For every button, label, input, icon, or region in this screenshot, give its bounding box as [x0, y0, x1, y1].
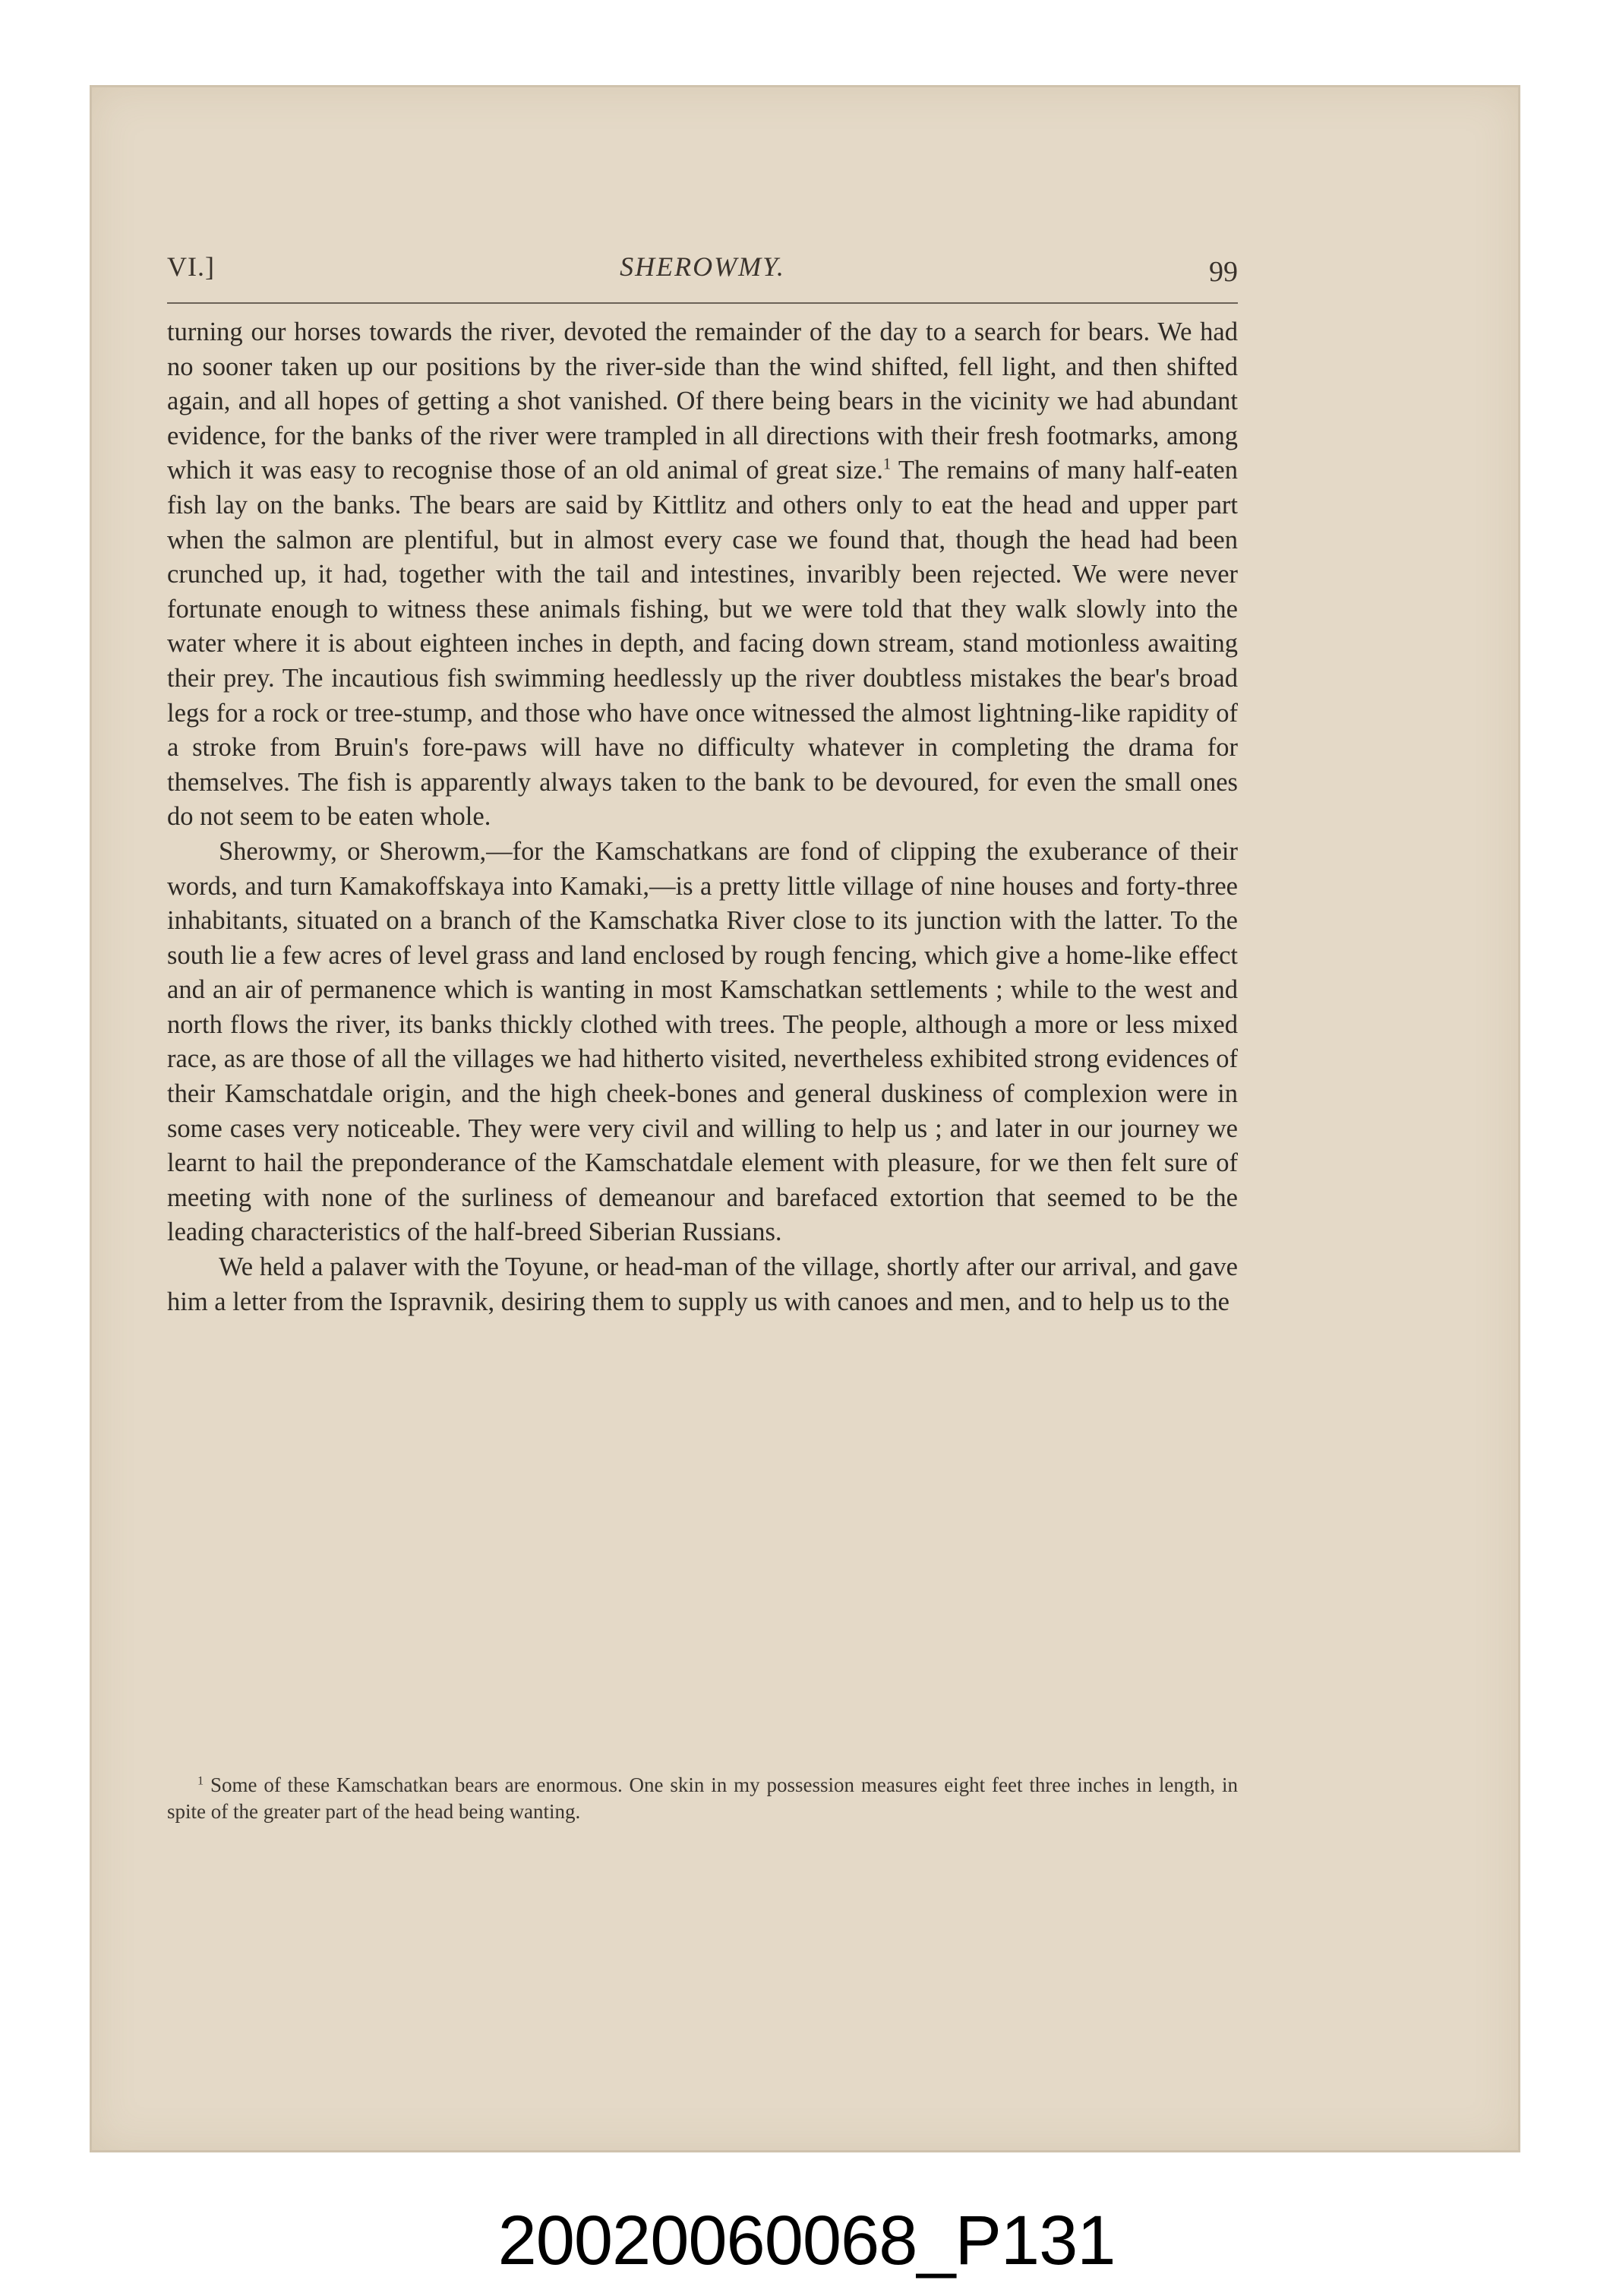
paragraph-1 [167, 315, 1238, 835]
scan-identifier-caption: 20020060068_P131 [497, 2202, 1116, 2279]
footnote [167, 1772, 1238, 1825]
header-rule [167, 302, 1238, 304]
running-header [167, 251, 1238, 287]
paragraph-1-text-b: The remains of many half-eaten fish lay on the banks. The bears are said by Kittlitz and others only to eat the head and upper part when the salmon are plentiful, but in almost every case we found that, though the head had been crunched up, it had, together with the tail and intestines, invaribly been rejected. We were never fortunate enough to witness these animals fishing, but we were told that they walk slowly into the water where it is about eighteen inches in depth, and facing down stream, stand motionless awaiting their prey. The incautious fish swimming heedlessly up the river doubtless mistakes the bear's broad legs for a rock or tree-stump, and those who have once witnessed the almost lightning-like rapidity of a stroke from Bruin's fore-paws will have no difficulty whatever in completing the drama for themselves. The fish is apparently always taken to the bank to be devoured, for even the small ones do not seem to be eaten whole. [167, 456, 1238, 832]
footnote-mark: 1 [197, 1773, 204, 1788]
paragraph-2: Sherowmy, or Sherowm,—for the Kamschatkans are fond of clipping the exuberance of their words, and turn Kamakoffskaya into Kamaki,—is a pretty little village of nine houses and forty-three inhabitants, situated on a branch of the Kamschatka River close to its junction with the latter. To the south lie a few acres of level grass and land enclosed by rough fencing, which give a home-like effect and an air of permanence which is wanting in most Kamschatkan settlements ; while to the west and north flows the river, its banks thickly clothed with trees. The people, although a more or less mixed race, as are those of all the villages we had hitherto visited, nevertheless exhibited strong evidences of their Kamschatdale origin, and the high cheek-bones and general duskiness of complexion were in some cases very noticeable. They were very civil and willing to help us ; and later in our journey we learnt to hail the preponderance of the Kamschatdale element with pleasure, for we then felt sure of meeting with none of the surliness of demeanour and barefaced extortion that seemed to be the leading characteristics of the half-breed Siberian Russians. [167, 836, 1238, 1247]
body-text [167, 315, 1238, 1319]
footnote-text: Some of these Kamschatkan bears are enormous. One skin in my possession measures eight feet three inches in length, in spite of the greater part of the head being wanting. [167, 1773, 1238, 1823]
chapter-number: VI.] [167, 251, 215, 282]
footnote-reference: 1 [882, 456, 892, 473]
paragraph-1-text-a: turning our horses towards the river, devoted the remainder of the day to a search for bears. We had no sooner taken up our positions by the river-side than the wind shifted, fell light, and then shifted again, and all hopes of getting a shot vanished. Of there being bears in the vicinity we had abundant evidence, for the banks of the river were trampled in all directions with their fresh footmarks, among which it was easy to recognise those of an old animal of great size. [167, 317, 1238, 485]
running-title: SHEROWMY. [620, 251, 785, 282]
page-number: 99 [1209, 256, 1238, 288]
paragraph-3: We held a palaver with the Toyune, or head-man of the village, shortly after our arrival, and gave him a letter from the Ispravnik, desiring them to supply us with canoes and men, and to help us to the [167, 1252, 1238, 1316]
